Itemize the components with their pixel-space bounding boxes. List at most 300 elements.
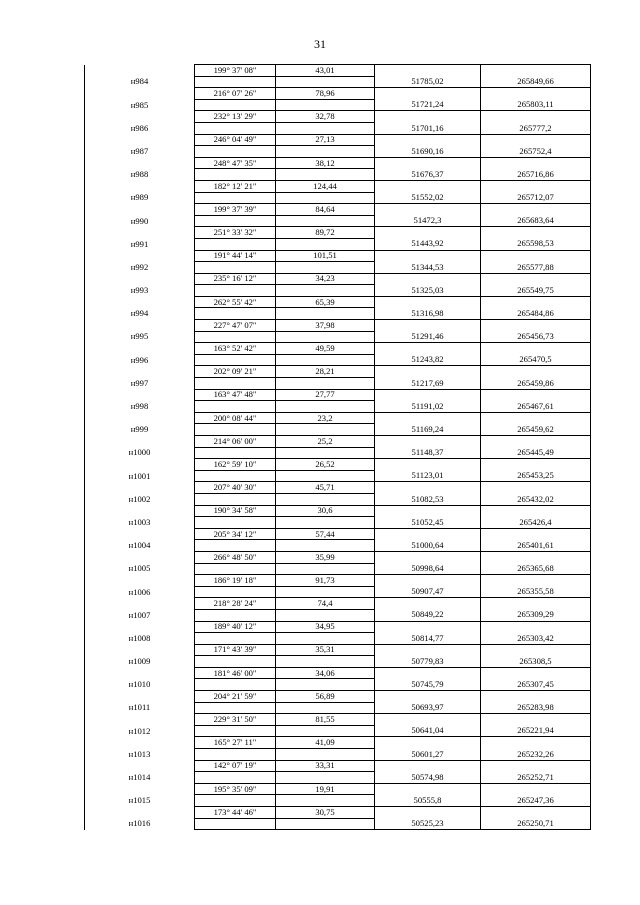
x-coordinate-cell-spacer xyxy=(375,180,481,192)
point-row xyxy=(85,679,591,691)
point-name-cell-spacer xyxy=(85,227,195,239)
x-coordinate-cell: 51701,16 xyxy=(375,122,481,134)
distance-cell: 30,75 xyxy=(276,807,375,819)
segment-row xyxy=(85,250,591,262)
y-coordinate-cell: 265849,66 xyxy=(481,76,591,88)
y-coordinate-cell: 265598,53 xyxy=(481,238,591,250)
y-coordinate-cell: 265221,94 xyxy=(481,725,591,737)
distance-cell: 43,01 xyxy=(276,65,375,77)
x-coordinate-cell: 51316,98 xyxy=(375,308,481,320)
direction-angle-cell: 229° 31' 50" xyxy=(195,714,276,726)
distance-cell-spacer xyxy=(276,818,375,830)
direction-angle-cell: 205° 34' 12" xyxy=(195,528,276,540)
direction-angle-cell-spacer xyxy=(195,192,276,204)
distance-cell: 65,39 xyxy=(276,296,375,308)
distance-cell: 78,96 xyxy=(276,88,375,100)
segment-row xyxy=(85,760,591,772)
y-coordinate-cell-spacer xyxy=(481,412,591,424)
x-coordinate-cell-spacer xyxy=(375,760,481,772)
distance-cell: 23,2 xyxy=(276,412,375,424)
direction-angle-cell-spacer xyxy=(195,378,276,390)
distance-cell: 35,31 xyxy=(276,644,375,656)
x-coordinate-cell-spacer xyxy=(375,250,481,262)
x-coordinate-cell-spacer xyxy=(375,621,481,633)
direction-angle-cell-spacer xyxy=(195,633,276,645)
distance-cell: 57,44 xyxy=(276,528,375,540)
point-name-cell: н999 xyxy=(85,424,195,436)
point-row xyxy=(85,656,591,668)
point-name-cell-spacer xyxy=(85,273,195,285)
y-coordinate-cell: 265432,02 xyxy=(481,493,591,505)
direction-angle-cell-spacer xyxy=(195,749,276,761)
point-name-cell: н1000 xyxy=(85,447,195,459)
direction-angle-cell-spacer xyxy=(195,517,276,529)
distance-cell-spacer xyxy=(276,401,375,413)
x-coordinate-cell-spacer xyxy=(375,807,481,819)
distance-cell: 45,71 xyxy=(276,482,375,494)
x-coordinate-cell: 51000,64 xyxy=(375,540,481,552)
y-coordinate-cell: 265549,75 xyxy=(481,285,591,297)
distance-cell-spacer xyxy=(276,122,375,134)
point-name-cell-spacer xyxy=(85,667,195,679)
distance-cell: 81,55 xyxy=(276,714,375,726)
point-row xyxy=(85,76,591,88)
table-body xyxy=(85,65,591,830)
point-name-cell: н995 xyxy=(85,331,195,343)
direction-angle-cell-spacer xyxy=(195,772,276,784)
y-coordinate-cell-spacer xyxy=(481,180,591,192)
x-coordinate-cell-spacer xyxy=(375,714,481,726)
x-coordinate-cell-spacer xyxy=(375,320,481,332)
x-coordinate-cell: 51443,92 xyxy=(375,238,481,250)
distance-cell-spacer xyxy=(276,146,375,158)
y-coordinate-cell-spacer xyxy=(481,760,591,772)
y-coordinate-cell-spacer xyxy=(481,111,591,123)
distance-cell: 34,06 xyxy=(276,667,375,679)
point-name-cell: н986 xyxy=(85,122,195,134)
distance-cell: 26,52 xyxy=(276,459,375,471)
point-name-cell: н997 xyxy=(85,378,195,390)
segment-row xyxy=(85,111,591,123)
y-coordinate-cell: 265712,07 xyxy=(481,192,591,204)
point-row xyxy=(85,122,591,134)
segment-row xyxy=(85,320,591,332)
distance-cell-spacer xyxy=(276,262,375,274)
x-coordinate-cell-spacer xyxy=(375,783,481,795)
direction-angle-cell-spacer xyxy=(195,169,276,181)
segment-row xyxy=(85,621,591,633)
point-row xyxy=(85,424,591,436)
direction-angle-cell: 232° 13' 29" xyxy=(195,111,276,123)
direction-angle-cell: 266° 48' 50" xyxy=(195,551,276,563)
x-coordinate-cell: 51148,37 xyxy=(375,447,481,459)
distance-cell: 37,98 xyxy=(276,320,375,332)
x-coordinate-cell: 51123,01 xyxy=(375,470,481,482)
y-coordinate-cell-spacer xyxy=(481,134,591,146)
segment-row xyxy=(85,296,591,308)
distance-cell: 27,13 xyxy=(276,134,375,146)
point-name-cell: н1011 xyxy=(85,702,195,714)
x-coordinate-cell-spacer xyxy=(375,412,481,424)
point-name-cell-spacer xyxy=(85,65,195,77)
direction-angle-cell: 248° 47' 35" xyxy=(195,157,276,169)
y-coordinate-cell: 265355,58 xyxy=(481,586,591,598)
point-row xyxy=(85,517,591,529)
direction-angle-cell: 262° 55' 42" xyxy=(195,296,276,308)
point-name-cell-spacer xyxy=(85,575,195,587)
direction-angle-cell-spacer xyxy=(195,447,276,459)
y-coordinate-cell-spacer xyxy=(481,598,591,610)
x-coordinate-cell: 51344,53 xyxy=(375,262,481,274)
x-coordinate-cell-spacer xyxy=(375,296,481,308)
y-coordinate-cell: 265484,86 xyxy=(481,308,591,320)
y-coordinate-cell-spacer xyxy=(481,691,591,703)
point-name-cell: н1015 xyxy=(85,795,195,807)
direction-angle-cell: 202° 09' 21" xyxy=(195,366,276,378)
segment-row xyxy=(85,436,591,448)
x-coordinate-cell: 51785,02 xyxy=(375,76,481,88)
distance-cell-spacer xyxy=(276,795,375,807)
distance-cell-spacer xyxy=(276,331,375,343)
x-coordinate-cell: 50555,8 xyxy=(375,795,481,807)
point-row xyxy=(85,772,591,784)
y-coordinate-cell-spacer xyxy=(481,436,591,448)
direction-angle-cell-spacer xyxy=(195,725,276,737)
y-coordinate-cell: 265777,2 xyxy=(481,122,591,134)
y-coordinate-cell-spacer xyxy=(481,320,591,332)
y-coordinate-cell: 265716,86 xyxy=(481,169,591,181)
distance-cell-spacer xyxy=(276,76,375,88)
x-coordinate-cell: 50814,77 xyxy=(375,633,481,645)
point-name-cell: н1013 xyxy=(85,749,195,761)
direction-angle-cell-spacer xyxy=(195,401,276,413)
point-name-cell-spacer xyxy=(85,528,195,540)
point-row xyxy=(85,493,591,505)
direction-angle-cell: 199° 37' 39" xyxy=(195,204,276,216)
y-coordinate-cell: 265309,29 xyxy=(481,609,591,621)
y-coordinate-cell-spacer xyxy=(481,575,591,587)
point-name-cell: н989 xyxy=(85,192,195,204)
distance-cell: 89,72 xyxy=(276,227,375,239)
distance-cell: 35,99 xyxy=(276,551,375,563)
x-coordinate-cell-spacer xyxy=(375,343,481,355)
direction-angle-cell-spacer xyxy=(195,493,276,505)
x-coordinate-cell-spacer xyxy=(375,598,481,610)
point-name-cell-spacer xyxy=(85,111,195,123)
direction-angle-cell-spacer xyxy=(195,308,276,320)
direction-angle-cell: 165° 27' 11" xyxy=(195,737,276,749)
point-row xyxy=(85,633,591,645)
y-coordinate-cell-spacer xyxy=(481,366,591,378)
distance-cell: 25,2 xyxy=(276,436,375,448)
distance-cell: 33,31 xyxy=(276,760,375,772)
x-coordinate-cell-spacer xyxy=(375,644,481,656)
point-name-cell: н1001 xyxy=(85,470,195,482)
distance-cell: 32,78 xyxy=(276,111,375,123)
direction-angle-cell-spacer xyxy=(195,76,276,88)
x-coordinate-cell: 50745,79 xyxy=(375,679,481,691)
x-coordinate-cell: 50907,47 xyxy=(375,586,481,598)
segment-row xyxy=(85,88,591,100)
point-name-cell-spacer xyxy=(85,598,195,610)
distance-cell-spacer xyxy=(276,725,375,737)
point-name-cell-spacer xyxy=(85,296,195,308)
point-name-cell-spacer xyxy=(85,88,195,100)
x-coordinate-cell-spacer xyxy=(375,667,481,679)
direction-angle-cell: 227° 47' 07" xyxy=(195,320,276,332)
y-coordinate-cell-spacer xyxy=(481,482,591,494)
point-row xyxy=(85,308,591,320)
direction-angle-cell-spacer xyxy=(195,702,276,714)
direction-angle-cell-spacer xyxy=(195,563,276,575)
y-coordinate-cell-spacer xyxy=(481,667,591,679)
point-name-cell-spacer xyxy=(85,366,195,378)
y-coordinate-cell: 265365,68 xyxy=(481,563,591,575)
distance-cell-spacer xyxy=(276,517,375,529)
point-name-cell: н994 xyxy=(85,308,195,320)
distance-cell-spacer xyxy=(276,656,375,668)
distance-cell: 84,64 xyxy=(276,204,375,216)
segment-row xyxy=(85,459,591,471)
y-coordinate-cell-spacer xyxy=(481,621,591,633)
direction-angle-cell: 186° 19' 18" xyxy=(195,575,276,587)
point-name-cell: н988 xyxy=(85,169,195,181)
point-row xyxy=(85,818,591,830)
distance-cell: 27,77 xyxy=(276,389,375,401)
x-coordinate-cell: 50779,83 xyxy=(375,656,481,668)
y-coordinate-cell-spacer xyxy=(481,157,591,169)
direction-angle-cell-spacer xyxy=(195,470,276,482)
segment-row xyxy=(85,157,591,169)
point-name-cell: н1002 xyxy=(85,493,195,505)
x-coordinate-cell: 51052,45 xyxy=(375,517,481,529)
x-coordinate-cell-spacer xyxy=(375,505,481,517)
direction-angle-cell: 207° 40' 30" xyxy=(195,482,276,494)
y-coordinate-cell-spacer xyxy=(481,714,591,726)
point-name-cell: н996 xyxy=(85,354,195,366)
y-coordinate-cell: 265577,88 xyxy=(481,262,591,274)
segment-row xyxy=(85,227,591,239)
y-coordinate-cell: 265283,98 xyxy=(481,702,591,714)
y-coordinate-cell: 265307,45 xyxy=(481,679,591,691)
x-coordinate-cell-spacer xyxy=(375,204,481,216)
distance-cell-spacer xyxy=(276,470,375,482)
direction-angle-cell: 181° 46' 00" xyxy=(195,667,276,679)
x-coordinate-cell-spacer xyxy=(375,436,481,448)
direction-angle-cell-spacer xyxy=(195,795,276,807)
point-row xyxy=(85,447,591,459)
segment-row xyxy=(85,575,591,587)
segment-row xyxy=(85,412,591,424)
direction-angle-cell: 173° 44' 46" xyxy=(195,807,276,819)
y-coordinate-cell-spacer xyxy=(481,505,591,517)
distance-cell-spacer xyxy=(276,169,375,181)
direction-angle-cell-spacer xyxy=(195,99,276,111)
point-row xyxy=(85,725,591,737)
point-row xyxy=(85,238,591,250)
point-row xyxy=(85,586,591,598)
x-coordinate-cell: 50525,23 xyxy=(375,818,481,830)
x-coordinate-cell: 50574,98 xyxy=(375,772,481,784)
distance-cell-spacer xyxy=(276,493,375,505)
point-name-cell-spacer xyxy=(85,157,195,169)
y-coordinate-cell: 265459,62 xyxy=(481,424,591,436)
distance-cell: 124,44 xyxy=(276,180,375,192)
x-coordinate-cell: 51191,02 xyxy=(375,401,481,413)
direction-angle-cell-spacer xyxy=(195,656,276,668)
point-name-cell: н985 xyxy=(85,99,195,111)
direction-angle-cell: 190° 34' 58" xyxy=(195,505,276,517)
point-name-cell: н1006 xyxy=(85,586,195,598)
direction-angle-cell: 200° 08' 44" xyxy=(195,412,276,424)
x-coordinate-cell: 50641,04 xyxy=(375,725,481,737)
y-coordinate-cell-spacer xyxy=(481,807,591,819)
distance-cell-spacer xyxy=(276,192,375,204)
distance-cell-spacer xyxy=(276,354,375,366)
distance-cell: 34,95 xyxy=(276,621,375,633)
point-name-cell-spacer xyxy=(85,505,195,517)
segment-row xyxy=(85,691,591,703)
x-coordinate-cell-spacer xyxy=(375,227,481,239)
x-coordinate-cell-spacer xyxy=(375,88,481,100)
point-name-cell: н1003 xyxy=(85,517,195,529)
segment-row xyxy=(85,737,591,749)
y-coordinate-cell: 265459,86 xyxy=(481,378,591,390)
segment-row xyxy=(85,528,591,540)
segment-row xyxy=(85,714,591,726)
segment-row xyxy=(85,134,591,146)
y-coordinate-cell: 265303,42 xyxy=(481,633,591,645)
direction-angle-cell: 246° 04' 49" xyxy=(195,134,276,146)
x-coordinate-cell: 51169,24 xyxy=(375,424,481,436)
point-name-cell: н1007 xyxy=(85,609,195,621)
y-coordinate-cell-spacer xyxy=(481,88,591,100)
point-name-cell-spacer xyxy=(85,783,195,795)
point-name-cell: н1005 xyxy=(85,563,195,575)
x-coordinate-cell: 51721,24 xyxy=(375,99,481,111)
point-name-cell: н984 xyxy=(85,76,195,88)
y-coordinate-cell-spacer xyxy=(481,783,591,795)
x-coordinate-cell-spacer xyxy=(375,366,481,378)
point-name-cell: н991 xyxy=(85,238,195,250)
distance-cell-spacer xyxy=(276,749,375,761)
direction-angle-cell: 162° 59' 10" xyxy=(195,459,276,471)
point-name-cell-spacer xyxy=(85,621,195,633)
direction-angle-cell: 182° 12' 21" xyxy=(195,180,276,192)
point-row xyxy=(85,262,591,274)
point-row xyxy=(85,169,591,181)
x-coordinate-cell-spacer xyxy=(375,273,481,285)
direction-angle-cell: 171° 43' 39" xyxy=(195,644,276,656)
y-coordinate-cell: 265456,73 xyxy=(481,331,591,343)
segment-row xyxy=(85,505,591,517)
segment-row xyxy=(85,204,591,216)
point-name-cell-spacer xyxy=(85,714,195,726)
segment-row xyxy=(85,273,591,285)
y-coordinate-cell: 265250,71 xyxy=(481,818,591,830)
x-coordinate-cell-spacer xyxy=(375,551,481,563)
direction-angle-cell-spacer xyxy=(195,818,276,830)
segment-row xyxy=(85,598,591,610)
distance-cell-spacer xyxy=(276,772,375,784)
point-name-cell: н1004 xyxy=(85,540,195,552)
direction-angle-cell: 204° 21' 59" xyxy=(195,691,276,703)
y-coordinate-cell-spacer xyxy=(481,459,591,471)
segment-row xyxy=(85,644,591,656)
x-coordinate-cell: 51325,03 xyxy=(375,285,481,297)
y-coordinate-cell-spacer xyxy=(481,227,591,239)
y-coordinate-cell-spacer xyxy=(481,644,591,656)
distance-cell-spacer xyxy=(276,285,375,297)
point-row xyxy=(85,146,591,158)
y-coordinate-cell: 265308,5 xyxy=(481,656,591,668)
point-name-cell-spacer xyxy=(85,551,195,563)
point-row xyxy=(85,99,591,111)
point-row xyxy=(85,540,591,552)
point-row xyxy=(85,702,591,714)
x-coordinate-cell-spacer xyxy=(375,528,481,540)
distance-cell: 30,6 xyxy=(276,505,375,517)
segment-row xyxy=(85,807,591,819)
point-name-cell-spacer xyxy=(85,250,195,262)
point-row xyxy=(85,285,591,297)
point-name-cell: н993 xyxy=(85,285,195,297)
distance-cell-spacer xyxy=(276,679,375,691)
direction-angle-cell-spacer xyxy=(195,146,276,158)
x-coordinate-cell: 51676,37 xyxy=(375,169,481,181)
direction-angle-cell-spacer xyxy=(195,609,276,621)
point-name-cell-spacer xyxy=(85,180,195,192)
segment-row xyxy=(85,366,591,378)
point-name-cell-spacer xyxy=(85,482,195,494)
direction-angle-cell-spacer xyxy=(195,354,276,366)
y-coordinate-cell: 265683,64 xyxy=(481,215,591,227)
point-name-cell-spacer xyxy=(85,389,195,401)
y-coordinate-cell-spacer xyxy=(481,551,591,563)
segment-row xyxy=(85,783,591,795)
point-row xyxy=(85,378,591,390)
y-coordinate-cell-spacer xyxy=(481,296,591,308)
point-name-cell-spacer xyxy=(85,737,195,749)
distance-cell: 41,09 xyxy=(276,737,375,749)
point-row xyxy=(85,354,591,366)
x-coordinate-cell: 50693,97 xyxy=(375,702,481,714)
y-coordinate-cell: 265803,11 xyxy=(481,99,591,111)
x-coordinate-cell: 51552,02 xyxy=(375,192,481,204)
segment-row xyxy=(85,180,591,192)
point-name-cell: н998 xyxy=(85,401,195,413)
y-coordinate-cell-spacer xyxy=(481,273,591,285)
direction-angle-cell-spacer xyxy=(195,540,276,552)
distance-cell-spacer xyxy=(276,378,375,390)
direction-angle-cell: 163° 47' 48" xyxy=(195,389,276,401)
direction-angle-cell-spacer xyxy=(195,424,276,436)
distance-cell: 19,91 xyxy=(276,783,375,795)
y-coordinate-cell: 265426,4 xyxy=(481,517,591,529)
point-row xyxy=(85,215,591,227)
distance-cell: 34,23 xyxy=(276,273,375,285)
x-coordinate-cell: 51243,82 xyxy=(375,354,481,366)
direction-angle-cell: 199° 37' 08" xyxy=(195,65,276,77)
distance-cell: 56,89 xyxy=(276,691,375,703)
x-coordinate-cell-spacer xyxy=(375,575,481,587)
direction-angle-cell: 163° 52' 42" xyxy=(195,343,276,355)
point-row xyxy=(85,192,591,204)
distance-cell: 74,4 xyxy=(276,598,375,610)
x-coordinate-cell: 51217,69 xyxy=(375,378,481,390)
direction-angle-cell: 214° 06' 00" xyxy=(195,436,276,448)
x-coordinate-cell: 51690,16 xyxy=(375,146,481,158)
